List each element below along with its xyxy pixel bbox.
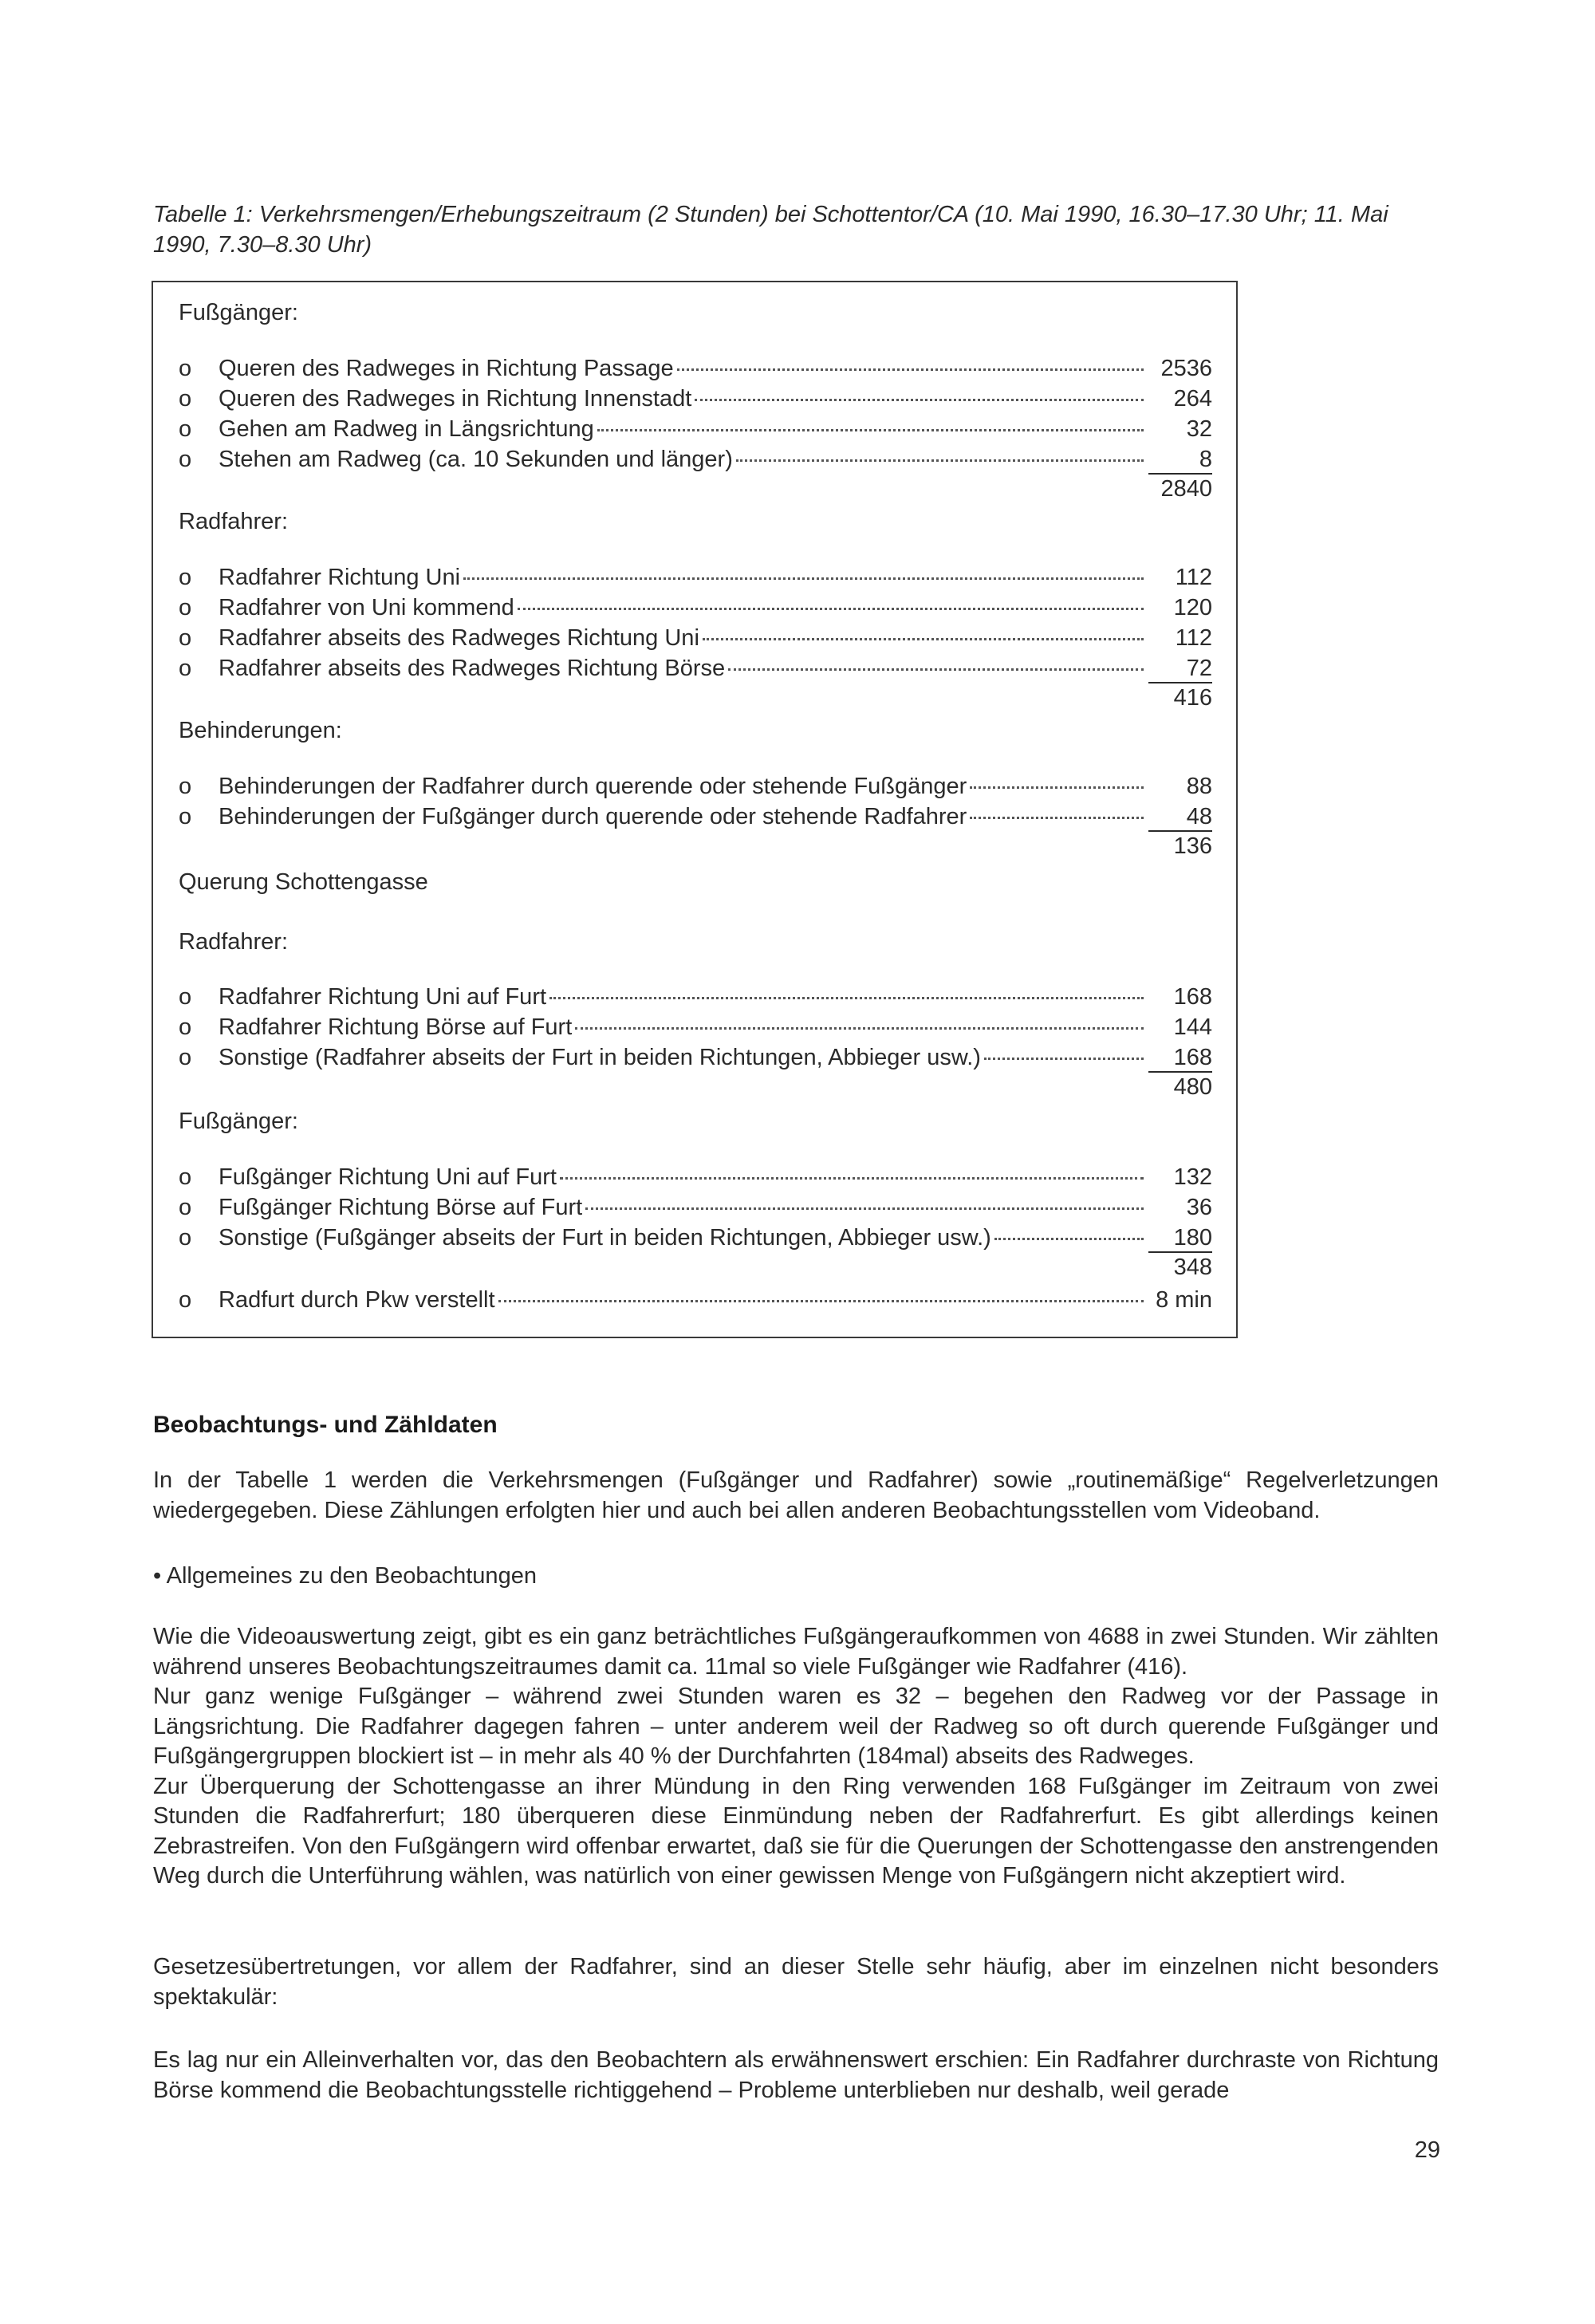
table-row: [179, 565, 1212, 593]
row-bullet: o: [179, 1164, 192, 1190]
row-label: Radfahrer Richtung Uni: [219, 565, 461, 590]
row-bullet: o: [179, 1195, 192, 1220]
section-heading-schottengasse: Querung Schottengasse: [179, 869, 428, 895]
row-bullet: o: [179, 656, 192, 681]
row-value: 144: [1173, 1014, 1212, 1040]
row-bullet: o: [179, 625, 192, 651]
row-value: 264: [1173, 386, 1212, 412]
row-bullet: o: [179, 984, 192, 1010]
row-value: 180: [1148, 1225, 1212, 1253]
section-heading-radfahrer: Radfahrer:: [179, 509, 289, 534]
row-label: Sonstige (Radfahrer abseits der Furt in beiden Richtungen, Abbieger usw.): [219, 1045, 981, 1070]
row-value: 112: [1175, 565, 1212, 590]
section-heading-behinderungen: Behinderungen:: [179, 718, 342, 743]
row-label: Radfahrer von Uni kommend: [219, 595, 514, 620]
table-row: [179, 447, 1212, 475]
row-label: Radfahrer abseits des Radweges Richtung Uni: [219, 625, 699, 651]
leader-dots: [518, 608, 1144, 610]
row-value: 120: [1173, 595, 1212, 620]
subheading-text: • Allgemeines zu den Beobachtungen: [153, 1563, 537, 1589]
row-label: Queren des Radweges in Richtung Innenstadt: [219, 386, 692, 412]
subtotal: 416: [1173, 685, 1212, 711]
table-row: [179, 356, 1212, 384]
row-label: Sonstige (Fußgänger abseits der Furt in beiden Richtungen, Abbieger usw.): [219, 1225, 991, 1251]
subtotal: 136: [1173, 833, 1212, 859]
row-value: 88: [1186, 774, 1212, 799]
row-value: 168: [1148, 1045, 1212, 1073]
table-row: [179, 416, 1212, 445]
paragraph-text: Wie die Videoauswertung zeigt, gibt es ein ganz beträchtliches Fußgängeraufkommen von 4688 in zwei Stunden. Wir zählten während unseres Beobachtungszeitraumes damit ca. 11mal so viele Fußgänger wie Radfahrer (416).: [153, 1624, 1439, 1680]
row-label: Radfahrer Richtung Börse auf Furt: [219, 1014, 573, 1040]
row-label: Fußgänger Richtung Uni auf Furt: [219, 1164, 557, 1190]
row-bullet: o: [179, 565, 192, 590]
table-row: [179, 1014, 1212, 1043]
leader-dots: [597, 429, 1144, 431]
row-bullet: o: [179, 447, 192, 472]
table-row: [179, 386, 1212, 415]
row-value: 32: [1186, 416, 1212, 442]
leader-dots: [498, 1300, 1144, 1302]
row-label: Radfahrer abseits des Radweges Richtung Börse: [219, 656, 726, 681]
row-value: 48: [1148, 804, 1212, 832]
row-label: Behinderungen der Radfahrer durch querende oder stehende Fußgänger: [219, 774, 967, 799]
row-label: Queren des Radweges in Richtung Passage: [219, 356, 674, 381]
row-bullet: o: [179, 356, 192, 381]
row-bullet: o: [179, 804, 192, 829]
traffic-table: [152, 281, 1238, 1338]
table-row: [179, 1164, 1212, 1193]
paragraph-violations: [153, 1952, 1439, 2012]
paragraph-incident: [153, 2046, 1439, 2105]
paragraph-text: Nur ganz wenige Fußgänger – während zwei Stunden waren es 32 – begehen den Radweg vor der Passage in Längsrichtung. Die Radfahrer dagegen fahren – unter anderem weil der Radweg so oft durch querende Fußgänger und Fußgängergruppen blockiert ist – in mehr als 40 % der Durchfahrten (184mal) abseits des Radweges.: [153, 1684, 1439, 1769]
row-value: 36: [1186, 1195, 1212, 1220]
row-value: 2536: [1160, 356, 1212, 381]
subtotal: 480: [1173, 1074, 1212, 1100]
row-bullet: o: [179, 1045, 192, 1070]
row-bullet: o: [179, 1287, 192, 1313]
table-row: [179, 1045, 1212, 1073]
leader-dots: [463, 577, 1144, 580]
table-row: [179, 625, 1212, 654]
paragraph-text: Es lag nur ein Alleinverhalten vor, das den Beobachtern als erwähnenswert erschien: Ein Radfahrer durchraste von Richtung Börse kommend die Beobachtungsstelle richtiggehend – Probleme unterblieben nur deshalb, weil gerade: [153, 2047, 1439, 2103]
row-value: 112: [1175, 625, 1212, 651]
table-row: [179, 804, 1212, 833]
paragraph-text: Zur Überquerung der Schottengasse an ihrer Mündung in den Ring verwenden 168 Fußgänger im Zeitraum von zwei Stunden die Radfahrerfurt; 180 überqueren diese Einmündung neben der Radfahrerfurt. Es gibt allerdings keinen Zebrastreifen. Von den Fußgängern wird offenbar erwartet, daß sie für die Querungen der Schottengasse den anstrengenden Weg durch die Unterführung wählen, was natürlich von einer gewissen Menge von Fußgängern nicht akzeptiert wird.: [153, 1773, 1439, 1889]
row-label: Fußgänger Richtung Börse auf Furt: [219, 1195, 583, 1220]
row-label: Gehen am Radweg in Längsrichtung: [219, 416, 594, 442]
paragraph-intro: [153, 1466, 1439, 1526]
row-value: 8: [1148, 447, 1212, 475]
table-row: [179, 1195, 1212, 1223]
row-value: 72: [1148, 656, 1212, 683]
row-bullet: o: [179, 416, 192, 442]
leader-dots: [994, 1238, 1144, 1240]
paragraph-text: In der Tabelle 1 werden die Verkehrsmengen (Fußgänger und Radfahrer) sowie „routinemäßige“ Regelverletzungen wiedergegeben. Diese Zählungen erfolgten hier und auch bei allen anderen Beobachtungsstellen vom Videoband.: [153, 1467, 1439, 1523]
row-label: Radfahrer Richtung Uni auf Furt: [219, 984, 547, 1010]
leader-dots: [695, 399, 1144, 401]
leader-dots: [585, 1207, 1144, 1210]
section-heading: Beobachtungs- und Zähldaten: [153, 1412, 498, 1438]
row-label: Behinderungen der Fußgänger durch querende oder stehende Radfahrer: [219, 804, 967, 829]
row-label: Stehen am Radweg (ca. 10 Sekunden und länger): [219, 447, 733, 472]
row-bullet: o: [179, 1014, 192, 1040]
paragraph-observations: [153, 1622, 1439, 1892]
page-number: 29: [1414, 2137, 1440, 2163]
subheading: [153, 1562, 1439, 1592]
subtotal: 348: [1173, 1255, 1212, 1280]
table-row: [179, 1225, 1212, 1254]
leader-dots: [736, 459, 1144, 462]
row-value: 8 min: [1156, 1287, 1212, 1313]
subtotal: 2840: [1160, 476, 1212, 502]
leader-dots: [970, 817, 1144, 819]
table-row: [179, 656, 1212, 684]
leader-dots: [728, 668, 1144, 671]
row-value: 132: [1173, 1164, 1212, 1190]
table-row: [179, 1287, 1212, 1316]
row-bullet: o: [179, 774, 192, 799]
leader-dots: [677, 368, 1144, 371]
row-value: 168: [1173, 984, 1212, 1010]
section-heading-radfahrer-2: Radfahrer:: [179, 929, 289, 955]
leader-dots: [575, 1027, 1144, 1030]
table-row: [179, 774, 1212, 802]
leader-dots: [549, 997, 1144, 999]
table-caption: Tabelle 1: Verkehrsmengen/Erhebungszeitraum (2 Stunden) bei Schottentor/CA (10. Mai 1990, 16.30–17.30 Uhr; 11. Mai 1990, 7.30–8.30 Uhr): [153, 202, 1388, 258]
section-heading-fussgaenger: Fußgänger:: [179, 300, 298, 325]
leader-dots: [984, 1058, 1144, 1060]
leader-dots: [560, 1177, 1144, 1180]
leader-dots: [703, 638, 1144, 640]
section-heading-fussgaenger-2: Fußgänger:: [179, 1109, 298, 1134]
row-bullet: o: [179, 386, 192, 412]
paragraph-text: Gesetzesübertretungen, vor allem der Radfahrer, sind an dieser Stelle sehr häufig, aber im einzelnen nicht besonders spektakulär:: [153, 1954, 1439, 2010]
row-label: Radfurt durch Pkw verstellt: [219, 1287, 495, 1313]
row-bullet: o: [179, 595, 192, 620]
row-bullet: o: [179, 1225, 192, 1251]
table-row: [179, 595, 1212, 624]
table-row: [179, 984, 1212, 1013]
leader-dots: [970, 786, 1144, 789]
